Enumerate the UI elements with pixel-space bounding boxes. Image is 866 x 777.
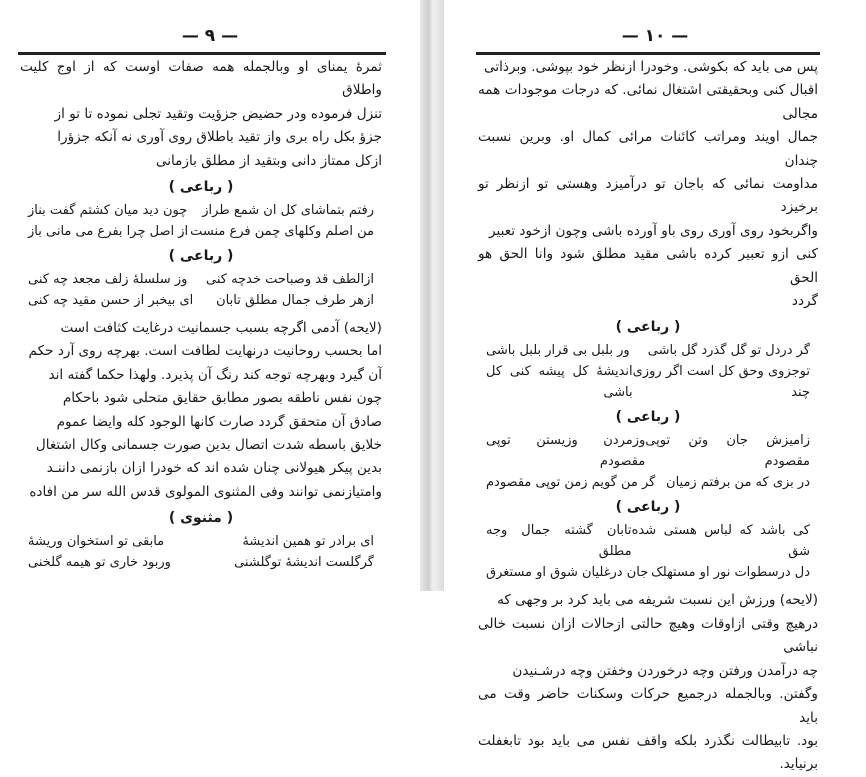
text-line: (لایحه) آدمی اگرچه بسبب جسمانیت درغایت کثافت است [60, 320, 382, 337]
hemistich: ازهر طرف جمال مطلق تابان [216, 293, 374, 309]
hemistich: تابان گشته جمال وجه مطلق [486, 523, 632, 560]
text-line: (لایحه) ورزش این نسبت شریفه می باید کرد بر وجهی که [497, 592, 818, 609]
text-line: جمال اویند ومراتب کائنات مرائی کمال او. وبرین نسبت چندان [478, 129, 818, 169]
verse-line [478, 562, 818, 583]
verse-line [20, 200, 382, 221]
page-body [20, 56, 382, 573]
right-page [444, 0, 866, 773]
text-line: گردد [791, 293, 818, 310]
text-line: چه درآمدن ورفتن وچه درخوردن وخفتن وچه درشـنیدن [512, 662, 818, 679]
text-line: چون نفس ناطقه بصور مطابق حقایق متحلی شود باحکام [62, 390, 382, 407]
section-heading: ( مثنوی ) [168, 510, 234, 527]
hemistich: ور بلبل بی قرار بلبل باشی [486, 343, 630, 359]
text-line: وامتیازنمی توانند وفی المثنوی المولوی قدس الله سر من افاده [29, 483, 382, 500]
verse-line [20, 531, 382, 552]
hemistich: اندیشهٔ کل پیشه کنی کل باشی [486, 364, 633, 401]
section-heading: ( رباعی ) [615, 409, 681, 426]
text-line: پس می باید که بکوشی. وخودرا ازنظر خود بپوشی. وبرذاتی [484, 59, 818, 75]
book-gutter [420, 0, 444, 591]
section-heading: ( رباعی ) [615, 319, 681, 336]
verse-line [478, 520, 818, 562]
text-line: جزؤ بکل راه بری واز تقید باطلاق روی آوری نه آنکه جزؤرا [57, 129, 382, 146]
hemistich: دل درسطوات نور او مستهلک [651, 565, 810, 581]
hemistich: وزمردن وزیستن توپی مقصودم [486, 433, 646, 470]
hemistich: چون دید میان کشتم گفت بناز [28, 203, 188, 219]
hemistich: گر دردل تو گل گذرد گل باشی [647, 343, 810, 359]
hemistich: جان درغلیان شوق او مستغرق [486, 565, 649, 581]
hemistich: رفتم بتماشای کل ان شمع طراز [202, 203, 374, 219]
text-line: واگربخود روی آوری روی باو آورده باشی وچون ازخود تعبیر [489, 222, 818, 239]
hemistich: در بزی که من برفتم زمیان [666, 475, 810, 491]
text-line: ثمرهٔ یمنای او وبالجمله همه صفات اوست که از اوج کلیت واطلاق [20, 59, 382, 99]
text-line: تنزل فرموده ودر حضیض جزؤیت وتقید تجلی نموده تا تو از [54, 105, 382, 122]
section-heading: ( رباعی ) [168, 179, 234, 196]
text-line: بدین پیکر هیولانی چنان شده اند که خودرا ازان بازنمی داننـد [46, 460, 382, 477]
verse-line [20, 552, 382, 573]
text-line: ازکل ممتاز دانی وبتقید از مطلق بازمانی [155, 152, 382, 169]
page-body [478, 56, 818, 777]
hemistich: گر من گویم زمن توپی مقصودم [486, 475, 656, 491]
page-number: — ۹ — [181, 26, 239, 46]
verse-line [478, 472, 818, 493]
section-heading: ( رباعی ) [168, 248, 234, 265]
hemistich: زامیزش جان وتن توپی مقصودم [645, 433, 810, 470]
header-rule [18, 52, 386, 55]
verse-line [20, 221, 382, 242]
left-page [0, 0, 420, 591]
hemistich: وز سلسلهٔ زلف مجعد چه کنی [28, 272, 188, 288]
text-line: صادق آن متحقق گردد صارت کانها الوجود کله وایضا عموم [56, 413, 382, 430]
text-line: اما بحسب روحانیت درنهایت لطافت است. بهرچه روی آرد حکم [28, 343, 382, 360]
text-line: وگفتن. وبالجمله درجمیع حرکات وسکنات حاضر وقت می باید [478, 686, 818, 726]
verse-line [20, 269, 382, 290]
verse-line [478, 361, 818, 403]
text-line: آن گیرد وبهرچه توجه کند رنگ آن پذیرد. ولهذا حکما گفته اند [48, 366, 382, 383]
text-line: اقبال کنی وبحقیقتی اشتغال نمائی. که درجات موجودات همه مجالی [478, 82, 818, 122]
text-line: خلایق باسطه شدت اتصال بدین صورت جسمانی وکال اشتغال [35, 437, 382, 454]
text-line: کنی ازو تعبیر کرده باشی مقید مطلق شود وانا الحق هو الحق [478, 246, 818, 286]
hemistich: توجزوی وحق کل است اگر روزی چند [632, 364, 810, 401]
verse-line [478, 340, 818, 361]
hemistich: مابقی تو استخوان وریشهٔ [28, 534, 165, 550]
hemistich: من اصلم وکلهای چمن فرع منست [190, 224, 374, 240]
header-rule [476, 52, 820, 55]
text-line: بود. تابیطالت نگذرد بلکه واقف نفس می باید بود تابغفلت برنیاید. [478, 732, 818, 773]
hemistich: ای بیخبر از حسن مقید چه کنی [28, 293, 194, 309]
text-line: درهیچ وقتی ازاوقات وهیچ حالتی ازحالات ازان نسبت خالی نباشی [478, 615, 818, 656]
text-line: مداومت نمائی که باجان تو درآمیزد وهستی تو ازنظر تو برخیزد [478, 176, 818, 216]
hemistich: وربود خاری تو هیمه گلخنی [28, 555, 171, 571]
hemistich: کی باشد که لباس هستی شده شق [631, 523, 810, 560]
hemistich: گرگلست اندیشهٔ توگلشنی [234, 555, 374, 571]
verse-line [478, 430, 818, 472]
verse-line [20, 290, 382, 311]
hemistich: ای برادر تو همین اندیشهٔ [242, 534, 374, 550]
hemistich: ازالطف قد وصباحت خدچه کنی [206, 272, 374, 288]
hemistich: از اصل چرا بفرع می مانی باز [28, 224, 189, 240]
page-number: — ۱۰ — [621, 26, 689, 46]
section-heading: ( رباعی ) [615, 499, 681, 516]
